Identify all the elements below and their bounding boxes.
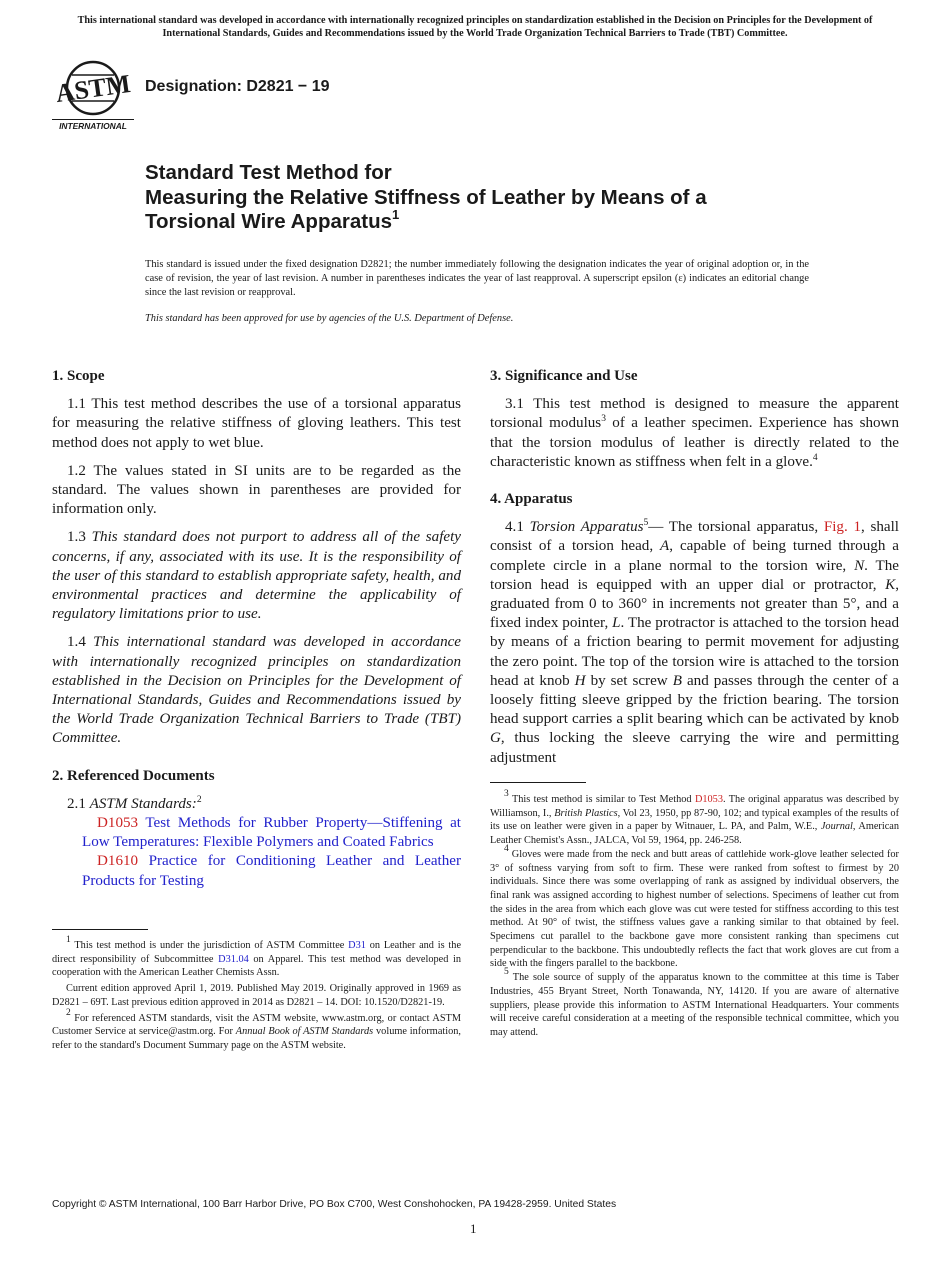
section-1-1: 1.1 This test method describes the use of a torsional apparatus for measuring the relative stiffness of gloving leathers. This test method does not apply to wet blue. <box>52 396 461 451</box>
right-footnotes <box>490 789 899 1040</box>
copyright: Copyright © ASTM International, 100 Barr Harbor Drive, PO Box C700, West Conshohocken, PA 19428-2959. United States <box>52 1199 617 1210</box>
logo-wordmark: INTERNATIONAL <box>52 119 134 131</box>
ref-d1610[interactable]: D1610 Practice for Conditioning Leather and Leather Products for Testing <box>82 853 461 889</box>
designation: Designation: D2821 − 19 <box>145 78 330 95</box>
right-footnote-rule <box>490 782 586 783</box>
link-d31-04[interactable]: D31.04 <box>218 953 249 965</box>
scope-heading: 1. Scope <box>52 368 105 384</box>
title-footnote-mark: 1 <box>392 207 400 222</box>
apparatus-heading: 4. Apparatus <box>490 491 573 508</box>
left-column <box>52 367 461 891</box>
right-column <box>490 367 899 768</box>
astm-logo <box>52 55 134 133</box>
footnote-5: $^5$ The sole source of supply of the apparatus known to the committee at this time is Taber Industries, 455 Bryant Street, North Tonawanda, NY, 14120. If you are aware of alternative suppliers, please provide this information to ASTM International Headquarters. Your comments will receive careful consideration at a meeting of the responsible technical committee, which you may attend. <box>490 967 899 1038</box>
significance-heading: 3. Significance and Use <box>490 368 638 384</box>
svg-text:ASTM: ASTM <box>53 68 133 109</box>
left-footnotes <box>52 935 462 1053</box>
section-4-1: 4.1 Torsion Apparatus$^5$— The torsional apparatus, Fig. 1, shall consist of a torsion head, A, capable of being turned through a complete circle in a plane normal to the torsion wire, N. The torsion head is equipped with an upper dial or protractor, K, graduated from 0 to 360° in increments not greater than 5°, and a fixed index pointer, L. The protractor is attached to the torsion head by means of a friction bearing to permit movement for adjusting the zero point. The top of the torsion wire is attached to the torsion head at knob H by set screw B and passes through the center of a loosely fitting sleeve gripped by the friction bearing. The torsion head support carries a split bearing which can be activated by knob G, thus locking the sleeve carrying the wire and permitting adjustment <box>490 518 900 766</box>
title-line-3: Torsional Wire Apparatus$^1$ <box>145 207 400 233</box>
title-line-2: Measuring the Relative Stiffness of Leather by Means of a <box>145 185 707 209</box>
section-1-3: 1.3 This standard does not purport to address all of the safety concerns, if any, associated with its use. It is the responsibility of the user of this standard to establish appropriate safety, health, and environmental practices and determine the applicability of regulatory limitations prior to use. <box>52 529 462 623</box>
issued-statement: This standard is issued under the fixed designation D2821; the number immediately following the designation indicates the year of original adoption or, in the case of revision, the year of last revision. A number in parentheses indicates the year of last reapproval. A superscript epsilon (ε) indicates an editorial change since the last revision or reapproval. <box>145 259 809 298</box>
left-footnote-rule <box>52 929 148 930</box>
refdocs-heading: 2. Referenced Documents <box>52 767 215 784</box>
link-d31[interactable]: D31 <box>348 940 366 951</box>
footnote-2: $^2$ For referenced ASTM standards, visit the ASTM website, www.astm.org, or contact ASTM Customer Service at service@astm.org. For Annual Book of ASTM Standards volume information, refer to the standard's Document Summary page on the ASTM website. <box>52 1007 462 1051</box>
fig-1-link[interactable]: Fig. 1 <box>823 519 861 536</box>
dod-approval: This standard has been approved for use by agencies of the U.S. Department of Defense. <box>145 313 514 324</box>
link-d1053-footnote[interactable]: D1053 <box>694 794 723 805</box>
footnote-1: $^1$ This test method is under the jurisdiction of ASTM Committee D31 on Leather and is the direct responsibility of Subcommittee D31.04 on Apparel. This test method was developed in cooperation with the American Leather Chemists Assn. <box>52 935 462 979</box>
title-line-1: Standard Test Method for <box>145 161 392 184</box>
section-2-1: 2.1 ASTM Standards:$^2$ <box>67 794 202 812</box>
section-3-1: 3.1 This test method is designed to measure the apparent torsional modulus$^3$ of a leather specimen. Experience has shown that the torsion modulus of leather is directly related to the characteristic known as stiffness when felt in a glove.$^4$ <box>490 396 899 470</box>
page-number: 1 <box>470 1221 477 1236</box>
ref-d1053[interactable]: D1053 Test Methods for Rubber Property—Stiffening at Low Temperatures: Flexible Polymers and Coated Fabrics <box>82 815 461 851</box>
footnote-4: $^4$ Gloves were made from the neck and butt areas of cattlehide work-glove leather selected for 3° of softness varying from soft to firm. These were ranked from softest to firmest by 20 individuals. Since there was some overlapping of rank as assigned by individual observers, the final rank was assigned according to highest number of selections. Specimens of leather cut from the sides in the area from which each glove was cut were tested for stiffness according to this test method. At 90° of twist, the stiffness values gave a ranking similar to that obtained by feel. Specimens cut parallel to the backbone gave more consistent ranking than specimens cut perpendicular to the backbone. This undoubtedly reflects the fact that work gloves are cut from a side with the fingers parallel to the backbone. <box>490 843 899 970</box>
header-notice: This international standard was developed in accordance with internationally recognized principles on standardization established in the Decision on Principles for the Development of International Standards, Guides and Recommendations issued by the World Trade Organization Technical Barriers to Trade (TBT) Committee. <box>77 15 873 39</box>
footnote-3: $^3$ This test method is similar to Test Method D1053. The original apparatus was described by Williamson, I., British Plastics, Vol 23, 1950, pp 87-90, 102; and typical examples of the results of its use on leather were given in a paper by Witnauer, L. PA, and Palm, W.E., Journal, American Leather Chemist's Assn., JALCA, Vol 59, 1964, pp. 246-258. <box>490 789 899 847</box>
document-title <box>145 161 845 235</box>
footnote-1-edition: Current edition approved April 1, 2019. Published May 2019. Originally approved in 1969 as D2821 – 69T. Last previous edition approved in 2014 as D2821 – 14. DOI: 10.1520/D2821-19. <box>52 983 461 1008</box>
section-1-4: 1.4 This international standard was developed in accordance with internationally recognized principles on standardization established in the Decision on Principles for the Development of International Standards, Guides and Recommendations issued by the World Trade Organization Technical Barriers to Trade (TBT) Committee. <box>52 634 462 747</box>
section-1-2: 1.2 The values stated in SI units are to be regarded as the standard. The values shown in parentheses are provided for information only. <box>52 462 461 518</box>
